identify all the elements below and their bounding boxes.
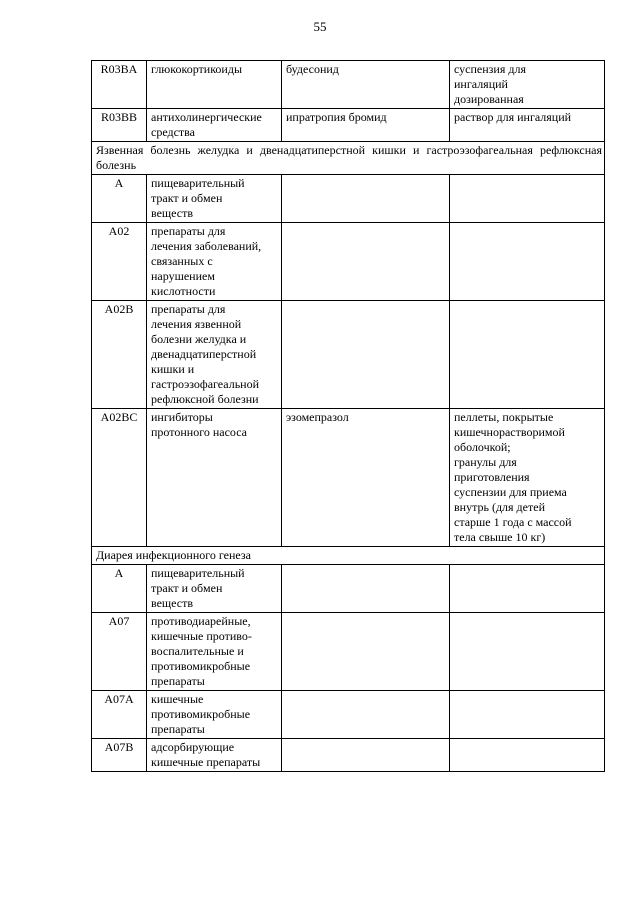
atc-code-cell: А xyxy=(92,565,147,613)
dosage-form-line: тела свыше 10 кг) xyxy=(454,530,546,544)
dosage-form-cell xyxy=(450,175,605,223)
anatomical-group-line: антихолинергические xyxy=(151,110,262,124)
dosage-form-cell xyxy=(450,613,605,691)
drug-name-cell xyxy=(282,223,450,301)
dosage-form-cell xyxy=(450,739,605,772)
anatomical-group-line: двенадцатиперстной xyxy=(151,347,257,361)
anatomical-group-line: препараты xyxy=(151,722,205,736)
drug-name-cell xyxy=(282,109,450,142)
table-row xyxy=(92,739,605,772)
drug-name-cell xyxy=(282,175,450,223)
anatomical-group-line: веществ xyxy=(151,206,194,220)
anatomical-group-cell xyxy=(147,61,282,109)
drug-classification-table xyxy=(91,60,605,772)
drug-name-cell xyxy=(282,565,450,613)
anatomical-group-line: протонного насоса xyxy=(151,425,247,439)
table-row xyxy=(92,175,605,223)
atc-code-cell: А xyxy=(92,175,147,223)
anatomical-group-line: кишки и xyxy=(151,362,195,376)
dosage-form-line: ингаляций xyxy=(454,77,508,91)
anatomical-group-cell xyxy=(147,109,282,142)
anatomical-group-cell xyxy=(147,409,282,547)
anatomical-group-line: гастроэзофагеальной xyxy=(151,377,260,391)
anatomical-group-cell xyxy=(147,613,282,691)
table-row xyxy=(92,223,605,301)
section-title: Язвенная болезнь желудка и двенадцатиперстной кишки и гастроэзофагеальная рефлюксная болезнь xyxy=(92,142,605,175)
drug-name-line: ипратропия бромид xyxy=(286,110,387,124)
page-number: 55 xyxy=(313,19,327,34)
anatomical-group-line: кишечные препараты xyxy=(151,755,261,769)
dosage-form-line: дозированная xyxy=(454,92,524,106)
dosage-form-cell xyxy=(450,223,605,301)
anatomical-group-line: средства xyxy=(151,125,196,139)
drug-name-cell xyxy=(282,613,450,691)
dosage-form-cell xyxy=(450,109,605,142)
atc-code-cell: А07В xyxy=(92,739,147,772)
anatomical-group-line: болезни желудка и xyxy=(151,332,247,346)
dosage-form-line: кишечнорастворимой xyxy=(454,425,565,439)
atc-code-cell: А02 xyxy=(92,223,147,301)
anatomical-group-line: кишечные противо- xyxy=(151,629,252,643)
atc-code-cell: R03BB xyxy=(92,109,147,142)
drug-name-cell xyxy=(282,409,450,547)
table-body xyxy=(92,61,605,772)
dosage-form-line: старше 1 года с массой xyxy=(454,515,572,529)
anatomical-group-line: кислотности xyxy=(151,284,216,298)
table-row xyxy=(92,301,605,409)
atc-code-cell: А02ВС xyxy=(92,409,147,547)
section-header-row xyxy=(92,547,605,565)
dosage-form-line: суспензия для xyxy=(454,62,526,76)
anatomical-group-line: связанных с xyxy=(151,254,213,268)
table-row xyxy=(92,613,605,691)
atc-code-cell: R03BA xyxy=(92,61,147,109)
drug-name-cell xyxy=(282,739,450,772)
table-row xyxy=(92,691,605,739)
drug-name-cell xyxy=(282,301,450,409)
atc-code-cell: А02В xyxy=(92,301,147,409)
anatomical-group-line: глюкокортикоиды xyxy=(151,62,243,76)
anatomical-group-line: нарушением xyxy=(151,269,215,283)
table-row xyxy=(92,565,605,613)
dosage-form-cell xyxy=(450,691,605,739)
dosage-form-line: гранулы для xyxy=(454,455,517,469)
anatomical-group-line: лечения заболеваний, xyxy=(151,239,262,253)
anatomical-group-line: препараты для xyxy=(151,224,226,238)
anatomical-group-line: адсорбирующие xyxy=(151,740,235,754)
section-title: Диарея инфекционного генеза xyxy=(92,547,605,565)
dosage-form-cell xyxy=(450,565,605,613)
table-row xyxy=(92,409,605,547)
drug-name-line: будесонид xyxy=(286,62,339,76)
dosage-form-line: раствор для ингаляций xyxy=(454,110,572,124)
atc-code-cell: А07А xyxy=(92,691,147,739)
section-header-row xyxy=(92,142,605,175)
anatomical-group-cell xyxy=(147,175,282,223)
anatomical-group-line: пищеварительный xyxy=(151,566,245,580)
dosage-form-cell xyxy=(450,409,605,547)
dosage-form-line: приготовления xyxy=(454,470,530,484)
anatomical-group-line: воспалительные и xyxy=(151,644,244,658)
dosage-form-line: внутрь (для детей xyxy=(454,500,545,514)
atc-code-cell: А07 xyxy=(92,613,147,691)
anatomical-group-line: тракт и обмен xyxy=(151,191,223,205)
dosage-form-cell xyxy=(450,301,605,409)
anatomical-group-line: тракт и обмен xyxy=(151,581,223,595)
anatomical-group-line: кишечные xyxy=(151,692,204,706)
anatomical-group-cell xyxy=(147,691,282,739)
anatomical-group-line: лечения язвенной xyxy=(151,317,242,331)
table-row xyxy=(92,109,605,142)
anatomical-group-line: пищеварительный xyxy=(151,176,245,190)
anatomical-group-cell xyxy=(147,301,282,409)
drug-name-cell xyxy=(282,691,450,739)
anatomical-group-line: рефлюксной болезни xyxy=(151,392,259,406)
drug-name-cell xyxy=(282,61,450,109)
dosage-form-line: оболочкой; xyxy=(454,440,511,454)
dosage-form-line: суспензии для приема xyxy=(454,485,567,499)
dosage-form-cell xyxy=(450,61,605,109)
dosage-form-line: пеллеты, покрытые xyxy=(454,410,554,424)
anatomical-group-line: препараты для xyxy=(151,302,226,316)
anatomical-group-cell xyxy=(147,565,282,613)
drug-name-line: эзомепразол xyxy=(286,410,349,424)
anatomical-group-line: веществ xyxy=(151,596,194,610)
anatomical-group-line: противодиарейные, xyxy=(151,614,251,628)
anatomical-group-line: ингибиторы xyxy=(151,410,213,424)
table-row xyxy=(92,61,605,109)
anatomical-group-line: противомикробные xyxy=(151,707,251,721)
anatomical-group-line: противомикробные xyxy=(151,659,251,673)
anatomical-group-cell xyxy=(147,223,282,301)
anatomical-group-line: препараты xyxy=(151,674,205,688)
anatomical-group-cell xyxy=(147,739,282,772)
